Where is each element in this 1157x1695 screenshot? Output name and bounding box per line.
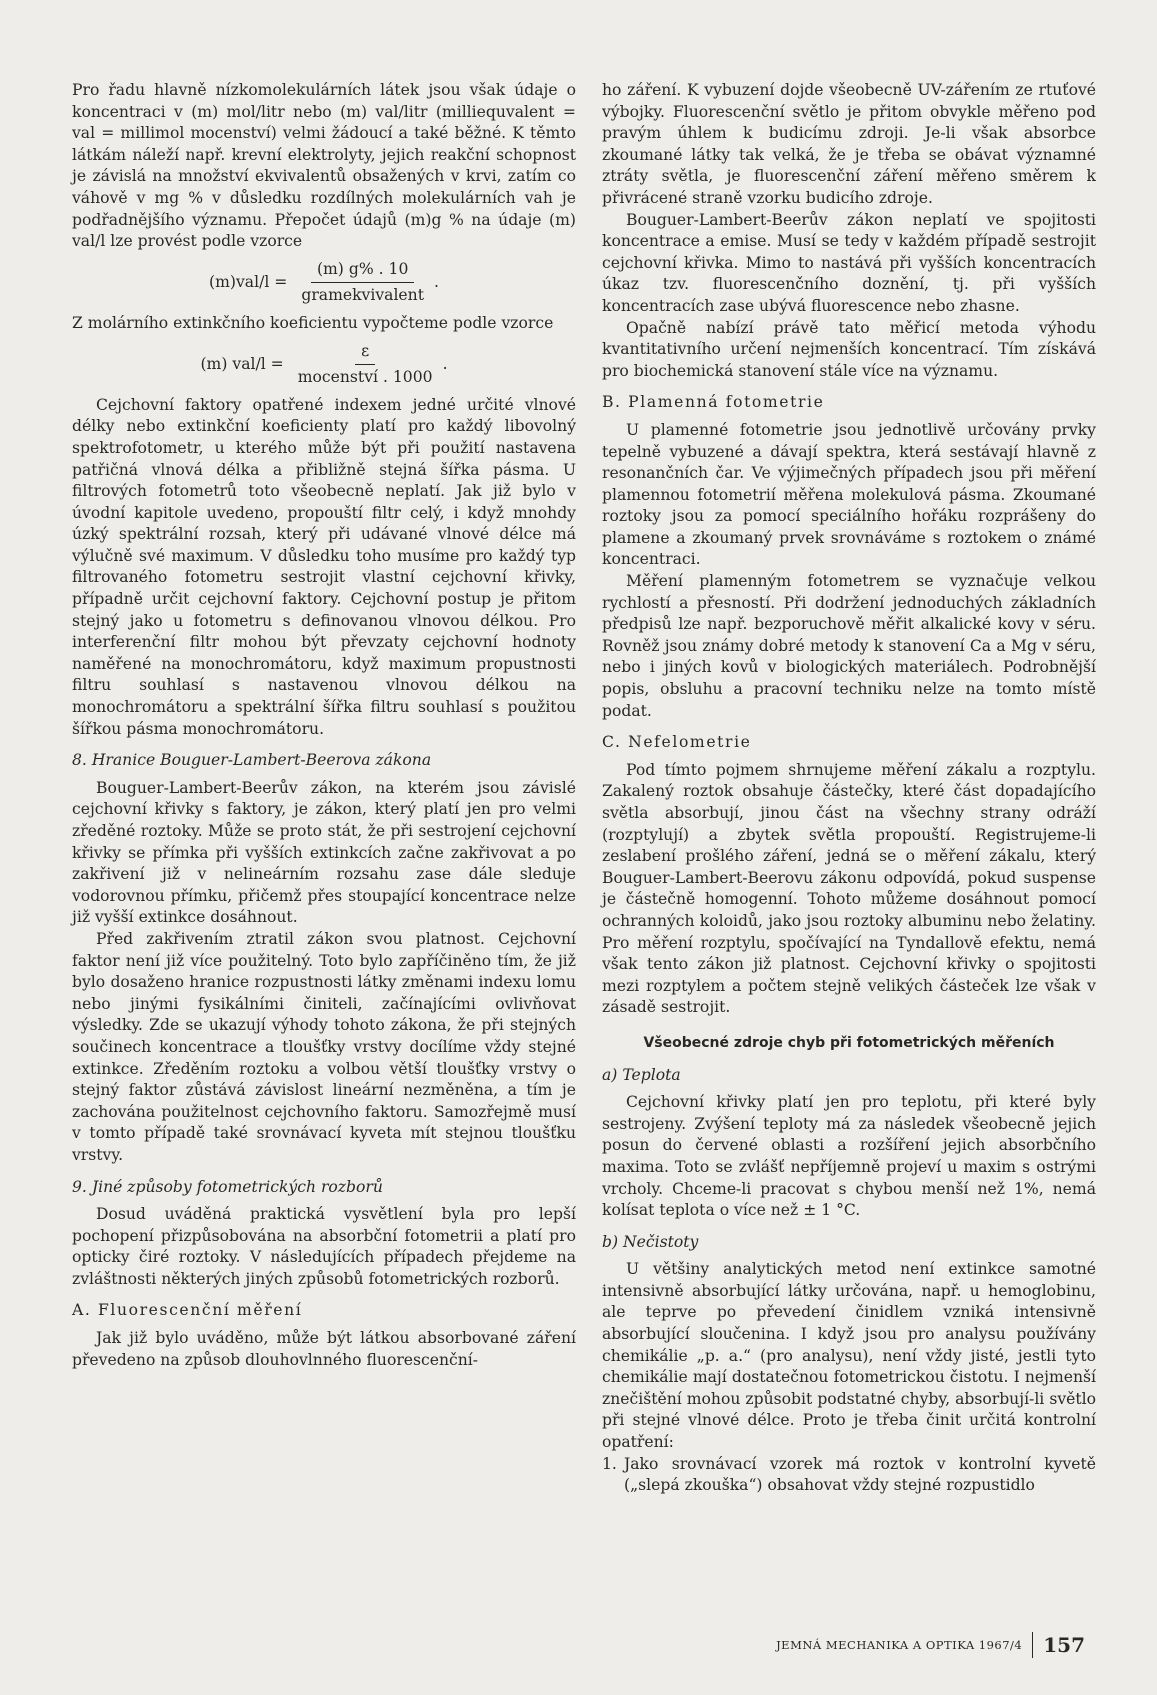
formula-fraction <box>295 259 430 307</box>
formula-lhs: (m) val/l = <box>200 354 284 373</box>
paragraph: Z molárního extinkčního koeficientu vypočteme podle vzorce <box>72 313 554 332</box>
section-heading-a: A. Fluorescenční měření <box>72 1301 303 1320</box>
formula-end: . <box>433 273 439 292</box>
paragraph: Bouguer-Lambert-Beerův zákon, na kterém jsou závislé cejchovní křivky s faktory, je zákon, který platí jen pro velmi zředěné roztoky. Může se proto stát, že při sestrojení cejchovní křivky se přímka při vyšších extinkcích začne zakřivovat a po zakřivení již v nelineárním rozsahu zase dále sleduje vodorovnou přímku, přičemž přes stoupající koncentrace nelze již vyšší extinkce dosáhnout. <box>72 778 576 927</box>
paragraph: Jak již bylo uváděno, může být látkou absorbované záření převedeno na způsob dlouhovlnného fluorescenční- <box>72 1329 576 1369</box>
formula-denominator: mocenství . 1000 <box>297 368 433 387</box>
list-item-text: Jako srovnávací vzorek má roztok v kontrolní kyvetě („slepá zkouška“) obsahovat vždy stejné rozpustidlo <box>624 1454 1096 1495</box>
section-heading-error-sources: Všeobecné zdroje chyb při fotometrických měřeních <box>643 1034 1055 1051</box>
journal-name: JEMNÁ MECHANIKA A OPTIKA 1967/4 <box>776 1638 1023 1652</box>
paragraph: Cejchovní faktory opatřené indexem jedné určité vlnové délky nebo extinkční koeficienty platí pro každý libovolný spektrofotometr, u kterého může být při použití nastavena patřičná vlnová délka a přibližně stejná šířka pásma. U filtrových fotometrů toto všeobecně neplatí. Jak již bylo v úvodní kapitole uvedeno, propouští filtr celý, i když mnohdy úzký spektrální rozsah, který při udávané vlnové délce má výlučně své maximum. V důsledku toho musíme pro každý typ filtrovaného fotometru sestrojit vlastní cejchovní křivky, případně určit cejchovní faktory. Cejchovní postup je přitom stejný jako u fotometru s definovanou vlnovou délkou. Pro interferenční filtr mohou být převzaty cejchovní hodnoty naměřené na monochromátoru, když maximum propustnosti filtru souhlasí s nastavenou vlnovou délkou na monochromátoru a spektrální šířka filtru souhlasí s použitou šířkou pásma monochromátoru. <box>72 395 576 738</box>
formula-numerator: ε <box>355 341 375 366</box>
paragraph: U plamenné fotometrie jsou jednotlivě určovány prvky tepelně vybuzené a dávají spektra, která sestávají hlavně z resonančních čar. Ve výjimečných případech jsou při měření plamennou fotometrií měřena molekulová pásma. Zkoumané roztoky jsou za pomocí speciálního hořáku rozprášeny do plamene a zkoumaný prvek srovnáváme s roztokem o známé koncentraci. <box>602 420 1096 569</box>
paragraph: Měření plamenným fotometrem se vyznačuje velkou rychlostí a přesností. Při dodržení jednoduchých základních předpisů lze např. bezporuchově měřit alkalické kovy v séru. Rovněž jsou známy dobré metody k stanovení Ca a Mg v séru, nebo i jiných kovů v biologických materiálech. Podrobnější popis, obsluhu a pracovní techniku nelze na tomto místě podat. <box>602 572 1096 720</box>
left-column <box>72 80 576 1371</box>
formula-numerator: (m) g% . 10 <box>311 259 414 284</box>
paragraph: Bouguer-Lambert-Beerův zákon neplatí ve spojitosti koncentrace a emise. Musí se tedy v každém případě sestrojit cejchovní křivka. Mimo to nastává při vyšších koncentracích úkaz tzv. fluorescenčního doznění, tj. při vyšších koncentracích zase ubývá fluorescence nebo zhasne. <box>602 210 1096 315</box>
paragraph: Opačně nabízí právě tato měřicí metoda výhodu kvantitativního určení nejmenších koncentrací. Tím získává pro biochemická stanovení stále více na významu. <box>602 318 1096 380</box>
control-measures-list <box>602 1454 1096 1497</box>
paragraph: ho záření. K vybuzení dojde všeobecně UV-zářením ze rtuťové výbojky. Fluorescenční světlo je přitom obvykle měřeno pod pravým úhlem k budicímu zdroji. Je-li však absorbce zkoumané látky tak velká, že je třeba se obávat významné ztráty světla, je fluorescenční záření měřeno směrem k přivrácené straně vzorku budicího zdroje. <box>602 81 1096 207</box>
paragraph: Pod tímto pojmem shrnujeme měření zákalu a rozptylu. Zakalený roztok obsahuje částečky, které část dopadajícího světla absorbují, jinou část na všechny strany odráží (rozptylují) a zbytek světla propouští. Registrujeme-li zeslabení prošlého záření, jedná se o měření zákalu, který Bouguer-Lambert-Beerovu zákonu odpovídá, pokud suspense je částečně homogenní. Tohoto můžeme dosáhnout pomocí ochranných koloidů, jako jsou roztoky albuminu nebo želatiny. Pro měření rozptylu, spočívající na Tyndallově efektu, nemá však tento zákon již platnost. Cejchovní křivky o spojitosti mezi rozptylem a počtem stejně velikých částeček lze však v zásadě sestrojit. <box>602 760 1096 1017</box>
paragraph: Před zakřivením ztratil zákon svou platnost. Cejchovní faktor není již více použitelný. Toto bylo zapříčiněno tím, že již bylo dosaženo hranice rozpustnosti látky změnami indexu lomu nebo jinými fysikálními činiteli, začínajícími ovlivňovat výsledky. Zde se ukazují výhody tohoto zákona, že při stejných součinech koncentrace a tloušťky vrstvy docílíme vždy stejné extinkce. Zředěním roztoku a volbou větší tloušťky vrstvy o stejný faktor zůstává závislost lineární nezměněna, a tím je zachována použitelnost cejchovního faktoru. Samozřejmě musí v tomto případě také srovnávací kyveta mít stejnou tloušťku vrstvy. <box>72 929 576 1164</box>
list-item <box>602 1454 1096 1497</box>
section-heading-c: C. Nefelometrie <box>602 733 752 752</box>
subsection-heading-temperature: a) Teplota <box>602 1065 681 1084</box>
footer-divider <box>1032 1632 1033 1658</box>
formula-end: . <box>442 354 448 373</box>
page-footer <box>776 1632 1085 1658</box>
section-heading-9: 9. Jiné způsoby fotometrických rozborů <box>72 1177 383 1196</box>
paragraph: U většiny analytických metod není extinkce samotné intensivně absorbující látky určována, např. u hemoglobinu, ale teprve po převedení činidlem vzniká intensivně absorbující sloučenina. I když jsou pro analysu používány chemikálie „p. a.“ (pro analysu), není vždy jisté, jestli tyto chemikálie mají dostatečnou fotometrickou čistotu. I nejmenší znečištění mohou způsobit podstatné chyby, absorbují-li světlo při stejné vlnové délce. Proto je třeba činit určitá kontrolní opatření: <box>602 1260 1096 1452</box>
paragraph: Pro řadu hlavně nízkomolekulárních látek jsou však údaje o koncentraci v (m) mol/litr nebo (m) val/litr (milliequvalent = val = millimol mocenství) velmi žádoucí a také běžné. K těmto látkám náleží např. krevní elektrolyty, jejich reakční schopnost je závislá na množství ekvivalentů obsažených v krvi, zatím co váhově v mg % v důsledku rozdílných molekulárních vah je podřadnějšího významu. Přepočet údajů (m)g % na údaje (m) val/l lze provést podle vzorce <box>72 81 576 251</box>
right-column <box>602 80 1096 1497</box>
paragraph: Dosud uváděná praktická vysvětlení byla pro lepší pochopení přizpůsobována na absorbční fotometrii a platí pro opticky čiré roztoky. V následujících případech přejdeme na zvláštnosti některých jiných způsobů fotometrických rozborů. <box>72 1205 576 1288</box>
section-heading-b: B. Plamenná fotometrie <box>602 393 825 412</box>
formula-fraction <box>292 341 439 389</box>
paragraph: Cejchovní křivky platí jen pro teplotu, při které byly sestrojeny. Zvýšení teploty má za následek všeobecně jejich posun do červené oblasti a rozšíření jejich absorbčního maxima. Toto se zvlášť nepříjemně projeví u maxim s ostrými vrcholy. Chceme-li pracovat s chybou menší než 1%, nemá kolísat teplota o více než ± 1 °C. <box>602 1093 1096 1220</box>
list-item-number: 1. <box>602 1454 617 1473</box>
formula-denominator: gramekvivalent <box>301 286 424 305</box>
subsection-heading-impurities: b) Nečistoty <box>602 1232 699 1251</box>
page-number: 157 <box>1043 1633 1085 1657</box>
section-heading-8: 8. Hranice Bouguer-Lambert-Beerova zákona <box>72 751 432 770</box>
formula-extinction-to-val <box>72 341 576 389</box>
formula-gram-percent-to-val <box>72 259 576 307</box>
formula-lhs: (m)val/l = <box>209 273 288 292</box>
